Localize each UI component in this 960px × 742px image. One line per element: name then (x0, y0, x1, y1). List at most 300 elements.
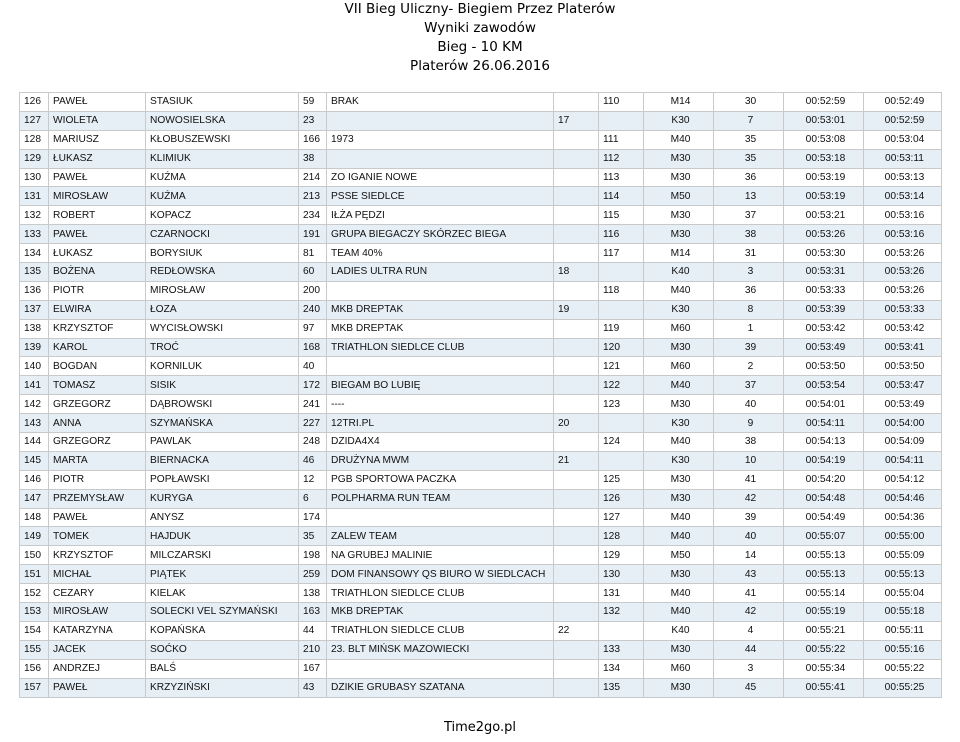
row-age-category: M40 (644, 584, 714, 603)
row-last-name: DĄBROWSKI (146, 395, 299, 414)
event-date-location: Platerów 26.06.2016 (410, 58, 550, 74)
table-row (20, 376, 942, 395)
row-category-place: 40 (714, 527, 784, 546)
row-net-time: 00:55:00 (864, 527, 942, 546)
row-net-time: 00:53:13 (864, 168, 942, 187)
row-last-name: KRZYZIŃSKI (146, 678, 299, 697)
row-net-time: 00:53:16 (864, 206, 942, 225)
row-place: 152 (20, 584, 49, 603)
row-club: BIEGAM BO LUBIĘ (327, 376, 554, 395)
row-net-time: 00:53:33 (864, 300, 942, 319)
row-last-name: KOPACZ (146, 206, 299, 225)
row-men-place: 133 (599, 640, 644, 659)
row-age-category: M14 (644, 244, 714, 263)
row-category-place: 14 (714, 546, 784, 565)
row-bib-number: 6 (299, 489, 327, 508)
row-net-time: 00:53:14 (864, 187, 942, 206)
row-last-name: KURYGA (146, 489, 299, 508)
row-net-time: 00:54:46 (864, 489, 942, 508)
row-first-name: GRZEGORZ (49, 395, 146, 414)
row-women-place (554, 527, 599, 546)
row-place: 146 (20, 470, 49, 489)
row-net-time: 00:55:13 (864, 565, 942, 584)
row-women-place (554, 395, 599, 414)
row-bib-number: 259 (299, 565, 327, 584)
row-women-place (554, 168, 599, 187)
row-men-place: 132 (599, 603, 644, 622)
row-bib-number: 172 (299, 376, 327, 395)
row-men-place: 120 (599, 338, 644, 357)
row-club: TRIATHLON SIEDLCE CLUB (327, 338, 554, 357)
row-women-place (554, 206, 599, 225)
row-net-time: 00:53:26 (864, 281, 942, 300)
row-place: 134 (20, 244, 49, 263)
row-place: 139 (20, 338, 49, 357)
row-women-place (554, 640, 599, 659)
table-row (20, 640, 942, 659)
row-bib-number: 213 (299, 187, 327, 206)
row-category-place: 36 (714, 281, 784, 300)
row-age-category: M30 (644, 225, 714, 244)
row-net-time: 00:54:36 (864, 508, 942, 527)
row-gross-time: 00:53:19 (784, 187, 864, 206)
row-place: 140 (20, 357, 49, 376)
row-age-category: M50 (644, 546, 714, 565)
row-first-name: WIOLETA (49, 111, 146, 130)
row-net-time: 00:52:49 (864, 93, 942, 112)
row-bib-number: 43 (299, 678, 327, 697)
table-row (20, 584, 942, 603)
table-row (20, 187, 942, 206)
table-row (20, 414, 942, 433)
row-age-category: M30 (644, 470, 714, 489)
row-club: MKB DREPTAK (327, 300, 554, 319)
row-bib-number: 166 (299, 130, 327, 149)
row-bib-number: 234 (299, 206, 327, 225)
table-row (20, 678, 942, 697)
row-first-name: MARIUSZ (49, 130, 146, 149)
row-men-place (599, 111, 644, 130)
row-gross-time: 00:53:18 (784, 149, 864, 168)
row-age-category: M30 (644, 149, 714, 168)
row-bib-number: 97 (299, 319, 327, 338)
row-category-place: 44 (714, 640, 784, 659)
row-age-category: M30 (644, 206, 714, 225)
row-age-category: M40 (644, 603, 714, 622)
row-club (327, 508, 554, 527)
row-category-place: 35 (714, 149, 784, 168)
row-club: MKB DREPTAK (327, 319, 554, 338)
row-first-name: MICHAŁ (49, 565, 146, 584)
row-place: 129 (20, 149, 49, 168)
row-men-place: 116 (599, 225, 644, 244)
row-net-time: 00:54:11 (864, 451, 942, 470)
row-women-place: 21 (554, 451, 599, 470)
row-last-name: REDŁOWSKA (146, 263, 299, 282)
row-first-name: KATARZYNA (49, 621, 146, 640)
row-net-time: 00:53:16 (864, 225, 942, 244)
row-place: 155 (20, 640, 49, 659)
row-men-place (599, 621, 644, 640)
row-last-name: ANYSZ (146, 508, 299, 527)
row-first-name: BOŻENA (49, 263, 146, 282)
row-club: TRIATHLON SIEDLCE CLUB (327, 621, 554, 640)
row-men-place (599, 263, 644, 282)
row-men-place: 113 (599, 168, 644, 187)
row-bib-number: 138 (299, 584, 327, 603)
row-place: 141 (20, 376, 49, 395)
row-category-place: 37 (714, 376, 784, 395)
row-club: 12TRI.PL (327, 414, 554, 433)
row-women-place (554, 470, 599, 489)
row-club: PSSE SIEDLCE (327, 187, 554, 206)
row-category-place: 40 (714, 395, 784, 414)
row-place: 127 (20, 111, 49, 130)
row-age-category: K40 (644, 621, 714, 640)
row-category-place: 2 (714, 357, 784, 376)
row-last-name: BALŚ (146, 659, 299, 678)
row-last-name: MILCZARSKI (146, 546, 299, 565)
results-table-body (20, 93, 942, 698)
row-category-place: 45 (714, 678, 784, 697)
table-row (20, 300, 942, 319)
row-men-place: 119 (599, 319, 644, 338)
row-last-name: KŁOBUSZEWSKI (146, 130, 299, 149)
row-age-category: M40 (644, 508, 714, 527)
row-gross-time: 00:55:13 (784, 546, 864, 565)
table-row (20, 527, 942, 546)
row-last-name: SZYMAŃSKA (146, 414, 299, 433)
row-first-name: ANDRZEJ (49, 659, 146, 678)
row-first-name: PAWEŁ (49, 93, 146, 112)
row-club: ZALEW TEAM (327, 527, 554, 546)
row-first-name: TOMASZ (49, 376, 146, 395)
row-women-place (554, 659, 599, 678)
row-net-time: 00:55:04 (864, 584, 942, 603)
table-row (20, 451, 942, 470)
row-women-place (554, 187, 599, 206)
table-row (20, 338, 942, 357)
row-club: IŁŻA PĘDZI (327, 206, 554, 225)
row-last-name: BORYSIUK (146, 244, 299, 263)
row-net-time: 00:53:26 (864, 244, 942, 263)
row-club: ---- (327, 395, 554, 414)
row-gross-time: 00:54:19 (784, 451, 864, 470)
row-bib-number: 248 (299, 433, 327, 452)
row-women-place: 17 (554, 111, 599, 130)
row-first-name: JACEK (49, 640, 146, 659)
row-men-place: 122 (599, 376, 644, 395)
row-place: 149 (20, 527, 49, 546)
row-net-time: 00:53:47 (864, 376, 942, 395)
row-age-category: M14 (644, 93, 714, 112)
row-first-name: ROBERT (49, 206, 146, 225)
row-gross-time: 00:55:13 (784, 565, 864, 584)
table-row (20, 357, 942, 376)
row-women-place (554, 489, 599, 508)
row-gross-time: 00:53:26 (784, 225, 864, 244)
row-first-name: ANNA (49, 414, 146, 433)
row-age-category: K30 (644, 451, 714, 470)
row-first-name: BOGDAN (49, 357, 146, 376)
row-category-place: 41 (714, 470, 784, 489)
row-men-place: 129 (599, 546, 644, 565)
row-men-place: 125 (599, 470, 644, 489)
row-age-category: K30 (644, 111, 714, 130)
row-last-name: KORNILUK (146, 357, 299, 376)
row-net-time: 00:55:22 (864, 659, 942, 678)
row-club: BRAK (327, 93, 554, 112)
row-category-place: 10 (714, 451, 784, 470)
row-last-name: HAJDUK (146, 527, 299, 546)
table-row (20, 565, 942, 584)
row-women-place (554, 565, 599, 584)
row-men-place: 112 (599, 149, 644, 168)
row-bib-number: 40 (299, 357, 327, 376)
results-table (19, 92, 942, 698)
row-last-name: NOWOSIELSKA (146, 111, 299, 130)
table-row (20, 281, 942, 300)
row-men-place: 117 (599, 244, 644, 263)
row-age-category: M30 (644, 168, 714, 187)
row-men-place: 124 (599, 433, 644, 452)
row-club: DZIDA4X4 (327, 433, 554, 452)
row-women-place (554, 678, 599, 697)
row-age-category: M60 (644, 357, 714, 376)
row-category-place: 35 (714, 130, 784, 149)
row-men-place: 115 (599, 206, 644, 225)
row-men-place: 127 (599, 508, 644, 527)
row-category-place: 41 (714, 584, 784, 603)
row-age-category: M40 (644, 433, 714, 452)
row-bib-number: 38 (299, 149, 327, 168)
row-bib-number: 174 (299, 508, 327, 527)
row-place: 154 (20, 621, 49, 640)
row-category-place: 9 (714, 414, 784, 433)
row-men-place: 126 (599, 489, 644, 508)
row-age-category: M30 (644, 565, 714, 584)
row-last-name: KOPAŃSKA (146, 621, 299, 640)
row-net-time: 00:54:00 (864, 414, 942, 433)
row-age-category: M40 (644, 281, 714, 300)
row-net-time: 00:55:09 (864, 546, 942, 565)
row-place: 148 (20, 508, 49, 527)
row-men-place (599, 451, 644, 470)
row-first-name: KRZYSZTOF (49, 546, 146, 565)
row-bib-number: 210 (299, 640, 327, 659)
row-age-category: K40 (644, 263, 714, 282)
row-women-place (554, 433, 599, 452)
row-category-place: 7 (714, 111, 784, 130)
row-gross-time: 00:55:07 (784, 527, 864, 546)
row-last-name: TROĆ (146, 338, 299, 357)
row-place: 131 (20, 187, 49, 206)
row-club: NA GRUBEJ MALINIE (327, 546, 554, 565)
row-net-time: 00:55:25 (864, 678, 942, 697)
row-men-place: 114 (599, 187, 644, 206)
row-age-category: M60 (644, 319, 714, 338)
row-club (327, 357, 554, 376)
row-women-place: 18 (554, 263, 599, 282)
row-last-name: MIROSŁAW (146, 281, 299, 300)
row-place: 128 (20, 130, 49, 149)
row-last-name: PIĄTEK (146, 565, 299, 584)
row-age-category: M30 (644, 338, 714, 357)
row-club: DOM FINANSOWY QS BIURO W SIEDLCACH (327, 565, 554, 584)
row-category-place: 4 (714, 621, 784, 640)
row-women-place (554, 244, 599, 263)
row-category-place: 3 (714, 659, 784, 678)
row-gross-time: 00:53:39 (784, 300, 864, 319)
row-net-time: 00:53:42 (864, 319, 942, 338)
row-category-place: 13 (714, 187, 784, 206)
row-age-category: M30 (644, 640, 714, 659)
row-category-place: 38 (714, 433, 784, 452)
row-age-category: M50 (644, 187, 714, 206)
row-gross-time: 00:54:13 (784, 433, 864, 452)
row-gross-time: 00:53:42 (784, 319, 864, 338)
row-women-place (554, 149, 599, 168)
row-men-place: 131 (599, 584, 644, 603)
row-club: 23. BLT MIŃSK MAZOWIECKI (327, 640, 554, 659)
row-men-place: 118 (599, 281, 644, 300)
table-row (20, 489, 942, 508)
row-place: 145 (20, 451, 49, 470)
footer-credit: Time2go.pl (443, 720, 517, 735)
table-row (20, 130, 942, 149)
row-women-place (554, 603, 599, 622)
row-gross-time: 00:53:21 (784, 206, 864, 225)
row-men-place (599, 414, 644, 433)
row-first-name: TOMEK (49, 527, 146, 546)
row-bib-number: 59 (299, 93, 327, 112)
row-men-place: 121 (599, 357, 644, 376)
row-club: TRIATHLON SIEDLCE CLUB (327, 584, 554, 603)
row-women-place (554, 319, 599, 338)
row-last-name: ŁOZA (146, 300, 299, 319)
row-gross-time: 00:55:14 (784, 584, 864, 603)
table-row (20, 225, 942, 244)
row-bib-number: 12 (299, 470, 327, 489)
row-first-name: CEZARY (49, 584, 146, 603)
row-age-category: M30 (644, 395, 714, 414)
row-first-name: MIROSŁAW (49, 187, 146, 206)
row-club: ZO IGANIE NOWE (327, 168, 554, 187)
row-bib-number: 60 (299, 263, 327, 282)
row-club: PGB SPORTOWA PACZKA (327, 470, 554, 489)
row-net-time: 00:55:16 (864, 640, 942, 659)
row-gross-time: 00:54:49 (784, 508, 864, 527)
row-women-place (554, 357, 599, 376)
row-bib-number: 23 (299, 111, 327, 130)
row-men-place: 134 (599, 659, 644, 678)
event-title: VII Bieg Uliczny- Biegiem Przez Platerów (344, 1, 616, 17)
row-category-place: 43 (714, 565, 784, 584)
row-bib-number: 227 (299, 414, 327, 433)
row-bib-number: 191 (299, 225, 327, 244)
row-place: 130 (20, 168, 49, 187)
row-age-category: M40 (644, 527, 714, 546)
row-place: 142 (20, 395, 49, 414)
row-club: DRUŻYNA MWM (327, 451, 554, 470)
row-club: 1973 (327, 130, 554, 149)
row-club: TEAM 40% (327, 244, 554, 263)
row-net-time: 00:54:09 (864, 433, 942, 452)
row-first-name: PAWEŁ (49, 225, 146, 244)
row-net-time: 00:55:18 (864, 603, 942, 622)
row-club (327, 149, 554, 168)
row-bib-number: 200 (299, 281, 327, 300)
table-row (20, 546, 942, 565)
row-last-name: KIELAK (146, 584, 299, 603)
row-gross-time: 00:53:50 (784, 357, 864, 376)
row-club: MKB DREPTAK (327, 603, 554, 622)
row-gross-time: 00:55:21 (784, 621, 864, 640)
row-category-place: 36 (714, 168, 784, 187)
row-last-name: BIERNACKA (146, 451, 299, 470)
row-gross-time: 00:54:20 (784, 470, 864, 489)
row-category-place: 39 (714, 508, 784, 527)
row-last-name: KUŹMA (146, 187, 299, 206)
row-first-name: PIOTR (49, 281, 146, 300)
row-category-place: 42 (714, 603, 784, 622)
row-category-place: 42 (714, 489, 784, 508)
row-women-place (554, 130, 599, 149)
row-gross-time: 00:53:33 (784, 281, 864, 300)
row-club: LADIES ULTRA RUN (327, 263, 554, 282)
row-last-name: POPŁAWSKI (146, 470, 299, 489)
row-men-place: 135 (599, 678, 644, 697)
table-row (20, 621, 942, 640)
row-age-category: K30 (644, 414, 714, 433)
row-place: 153 (20, 603, 49, 622)
row-women-place: 22 (554, 621, 599, 640)
row-gross-time: 00:54:11 (784, 414, 864, 433)
row-last-name: WYCISŁOWSKI (146, 319, 299, 338)
row-bib-number: 240 (299, 300, 327, 319)
row-gross-time: 00:53:49 (784, 338, 864, 357)
row-men-place (599, 300, 644, 319)
row-women-place (554, 93, 599, 112)
row-first-name: ŁUKASZ (49, 149, 146, 168)
row-place: 135 (20, 263, 49, 282)
row-age-category: M30 (644, 678, 714, 697)
row-bib-number: 35 (299, 527, 327, 546)
row-last-name: SOLECKI VEL SZYMAŃSKI (146, 603, 299, 622)
row-place: 133 (20, 225, 49, 244)
row-place: 157 (20, 678, 49, 697)
row-age-category: M40 (644, 130, 714, 149)
row-first-name: ELWIRA (49, 300, 146, 319)
row-club (327, 111, 554, 130)
row-bib-number: 81 (299, 244, 327, 263)
row-bib-number: 167 (299, 659, 327, 678)
row-category-place: 37 (714, 206, 784, 225)
row-age-category: M30 (644, 489, 714, 508)
row-gross-time: 00:55:22 (784, 640, 864, 659)
row-first-name: PAWEŁ (49, 168, 146, 187)
row-bib-number: 44 (299, 621, 327, 640)
row-last-name: STASIUK (146, 93, 299, 112)
row-first-name: MARTA (49, 451, 146, 470)
row-gross-time: 00:52:59 (784, 93, 864, 112)
table-row (20, 149, 942, 168)
row-net-time: 00:53:04 (864, 130, 942, 149)
row-bib-number: 46 (299, 451, 327, 470)
row-net-time: 00:55:11 (864, 621, 942, 640)
row-place: 136 (20, 281, 49, 300)
table-row (20, 659, 942, 678)
